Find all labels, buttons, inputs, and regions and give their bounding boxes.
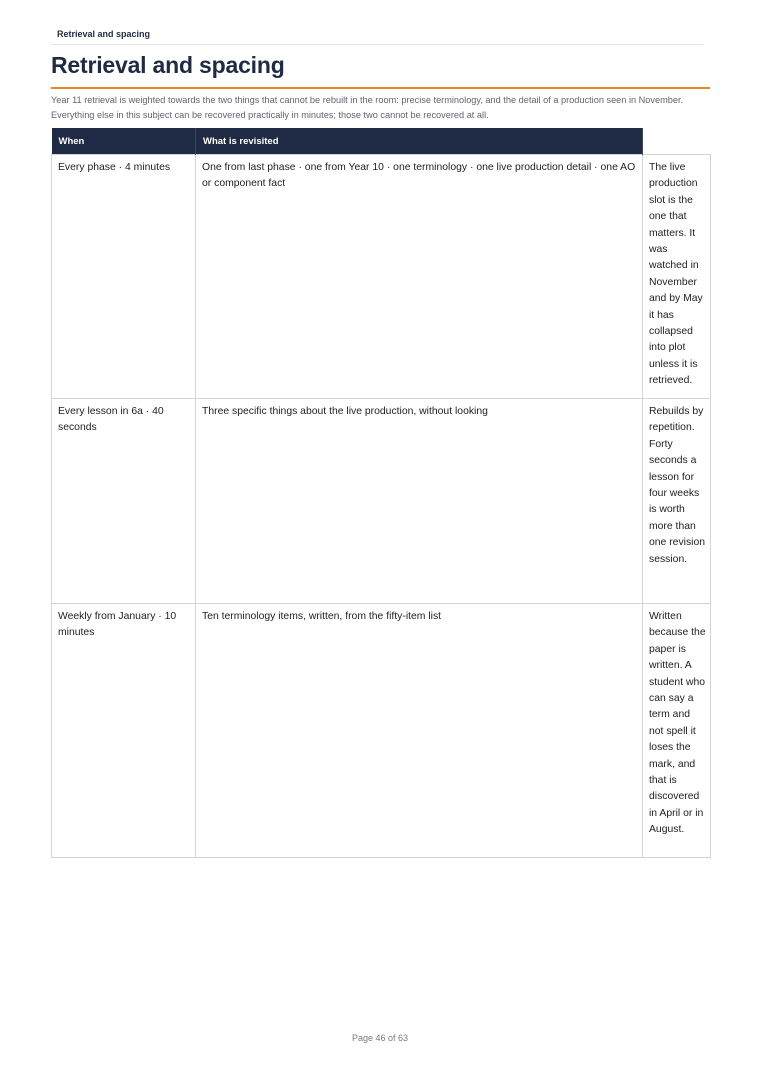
table-header-row: [52, 128, 711, 155]
page-title: Retrieval and spacing: [51, 52, 285, 78]
cell-note: Rebuilds by repetition. Forty seconds a lesson for four weeks is worth more than one revision session.: [643, 399, 711, 604]
cell-what: Ten terminology items, written, from the fifty-item list: [196, 604, 643, 858]
header-divider: [51, 44, 703, 45]
retrieval-schedule-table: [51, 128, 711, 858]
running-header: Retrieval and spacing: [57, 29, 151, 39]
intro-paragraph: Year 11 retrieval is weighted towards the two things that cannot be rebuilt in the room: precise terminology, and the detail of a production seen in November. Everything else in this subject can be recovered practically in minutes; those two cannot be recovered at all.: [51, 95, 684, 120]
cell-what: Three specific things about the live production, without looking: [196, 399, 643, 604]
table-row: [52, 604, 711, 858]
cell-what: One from last phase · one from Year 10 · one terminology · one live production detail · one AO or component fact: [196, 155, 643, 399]
table-row: [52, 399, 711, 604]
cell-note: Written because the paper is written. A student who can say a term and not spell it loses the mark, and that is discovered in April or in August.: [643, 604, 711, 858]
column-header-what: What is revisited: [196, 128, 643, 155]
cell-when: Every lesson in 6a · 40 seconds: [52, 399, 196, 604]
column-header-note: [643, 128, 711, 155]
column-header-when: When: [52, 128, 196, 155]
title-underline: [51, 87, 710, 89]
cell-note: The live production slot is the one that matters. It was watched in November and by May it has collapsed into plot unless it is retrieved.: [643, 155, 711, 399]
cell-when: Every phase · 4 minutes: [52, 155, 196, 399]
cell-when: Weekly from January · 10 minutes: [52, 604, 196, 858]
page-number: Page 46 of 63: [351, 1033, 409, 1043]
table-row: [52, 155, 711, 399]
